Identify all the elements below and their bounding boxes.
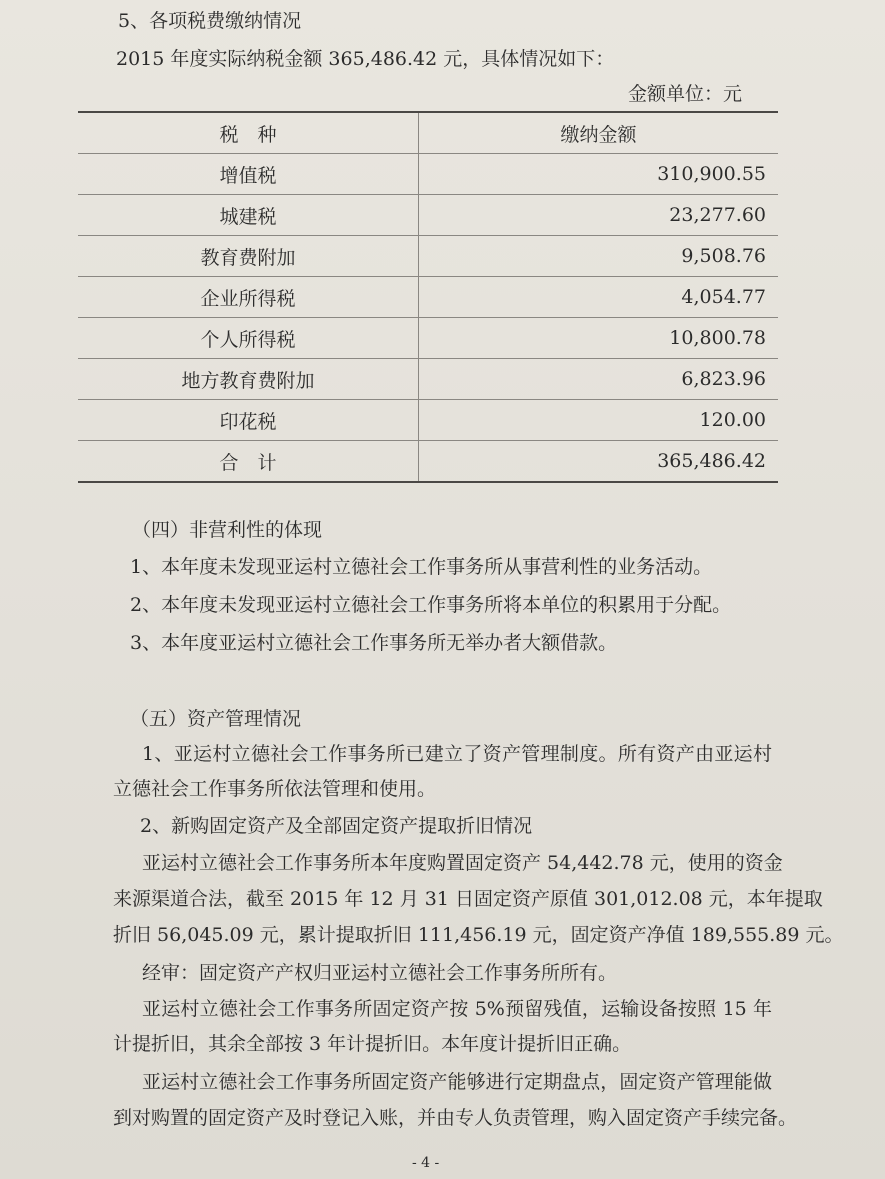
tax-name-cell: 城建税	[78, 195, 419, 236]
section5-intro: 2015 年度实际纳税金额 365,486.42 元，具体情况如下：	[116, 48, 615, 70]
assets-paragraph-6-line-1: 亚运村立德社会工作事务所固定资产能够进行定期盘点，固定资产管理能做	[142, 1071, 772, 1093]
assets-paragraph-6-line-2: 到对购置的固定资产及时登记入账，并由专人负责管理，购入固定资产手续完备。	[113, 1107, 798, 1129]
tax-name-cell: 印花税	[78, 400, 419, 441]
nonprofit-item: 2、本年度未发现亚运村立德社会工作事务所将本单位的积累用于分配。	[130, 594, 732, 616]
tax-amount-cell: 310,900.55	[657, 163, 766, 185]
table-total-row	[78, 441, 778, 483]
tax-amount-cell: 4,054.77	[681, 286, 766, 308]
assets-heading: （五）资产管理情况	[130, 708, 302, 730]
tax-amount-cell: 120.00	[699, 409, 766, 431]
table-row	[78, 154, 778, 195]
nonprofit-item: 3、本年度亚运村立德社会工作事务所无举办者大额借款。	[130, 632, 618, 654]
table-row	[78, 318, 778, 359]
table-row	[78, 277, 778, 318]
tax-table	[78, 111, 778, 483]
tax-type-header: 税 种	[78, 112, 419, 154]
page-number: - 4 -	[412, 1155, 440, 1171]
tax-name-cell: 增值税	[78, 154, 419, 195]
assets-paragraph-5-line-2: 计提折旧，其余全部按 3 年计提折旧。本年度计提折旧正确。	[113, 1033, 632, 1055]
assets-paragraph-5-line-1: 亚运村立德社会工作事务所固定资产按 5%预留残值，运输设备按照 15 年	[142, 998, 772, 1020]
tax-amount-cell: 9,508.76	[681, 245, 766, 267]
nonprofit-item: 1、本年度未发现亚运村立德社会工作事务所从事营利性的业务活动。	[130, 556, 713, 578]
tax-name-cell: 个人所得税	[78, 318, 419, 359]
table-row	[78, 359, 778, 400]
amount-header: 缴纳金额	[560, 123, 637, 146]
tax-name-cell: 企业所得税	[78, 277, 419, 318]
nonprofit-heading: （四）非营利性的体现	[132, 519, 323, 541]
section5-heading: 5、各项税费缴纳情况	[118, 10, 302, 32]
assets-paragraph-1-line-2: 立德社会工作事务所依法管理和使用。	[113, 778, 437, 800]
tax-name-cell: 地方教育费附加	[78, 359, 419, 400]
tax-amount-cell: 23,277.60	[669, 204, 766, 226]
tax-name-cell: 教育费附加	[78, 236, 419, 277]
table-row	[78, 236, 778, 277]
tax-table-header-row	[78, 112, 778, 154]
tax-amount-cell: 10,800.78	[669, 327, 766, 349]
assets-paragraph-3-line-1: 亚运村立德社会工作事务所本年度购置固定资产 54,442.78 元，使用的资金	[142, 852, 783, 874]
table-row	[78, 195, 778, 236]
tax-amount-cell: 6,823.96	[681, 368, 766, 390]
total-label-cell: 合 计	[78, 441, 419, 483]
amount-unit-label: 金额单位：元	[628, 83, 743, 105]
assets-paragraph-3-line-2: 来源渠道合法，截至 2015 年 12 月 31 日固定资产原值 301,012.08 元，本年提取	[113, 888, 823, 910]
total-amount-cell: 365,486.42	[657, 450, 766, 472]
assets-paragraph-1-line-1: 1、亚运村立德社会工作事务所已建立了资产管理制度。所有资产由亚运村	[142, 743, 772, 765]
assets-paragraph-3-line-3: 折旧 56,045.09 元，累计提取折旧 111,456.19 元，固定资产净值 189,555.89 元。	[113, 924, 844, 946]
depreciation-subheading: 2、新购固定资产及全部固定资产提取折旧情况	[140, 815, 533, 837]
table-row	[78, 400, 778, 441]
audit-note: 经审：固定资产产权归亚运村立德社会工作事务所所有。	[142, 962, 618, 984]
